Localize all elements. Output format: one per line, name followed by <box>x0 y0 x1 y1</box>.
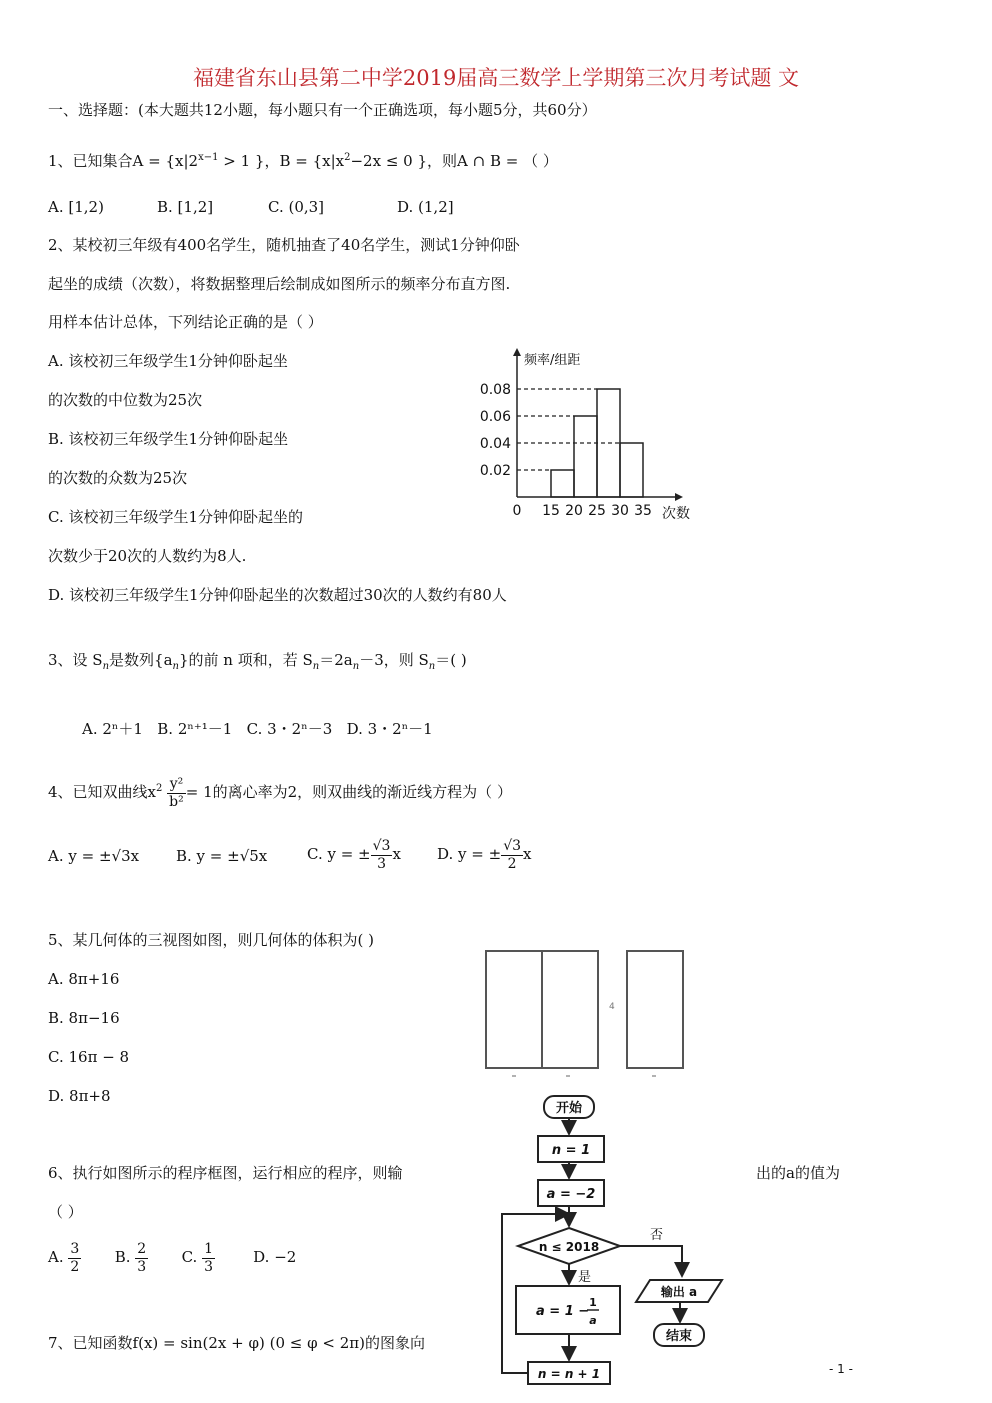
q5-option-d: D. 8π+8 <box>48 1087 111 1105</box>
page-number: - 1 - <box>829 1362 853 1376</box>
q4-option-b: B. y = ±√5x <box>176 847 268 865</box>
q6-option-c-den: 3 <box>204 1258 214 1275</box>
q1-set-a-exp: x−1 <box>198 152 219 163</box>
q1-set-a-end: > 1 } <box>218 152 265 170</box>
q3-text-2: 是数列{a <box>109 651 173 669</box>
histogram-x-tick-label: 20 <box>565 503 583 519</box>
flow-yes-label: 是 <box>578 1270 592 1285</box>
q2-option-c-line-1: C. 该校初三年级学生1分钟仰卧起坐的 <box>48 508 304 526</box>
q1-option-c: C. (0,3] <box>268 198 325 216</box>
histogram-y-tick-label: 0.08 <box>479 382 511 398</box>
side-view-rect <box>627 951 683 1068</box>
flow-incr-label: n = n + 1 <box>537 1367 601 1381</box>
q6-option-c-frac <box>202 1241 215 1276</box>
q3-text-3: }的前 n 项和，若 S <box>179 651 313 669</box>
q4-option-a: A. y = ±√3x <box>48 847 140 865</box>
histogram-ticks <box>480 382 652 519</box>
histogram-x-tick-label: 30 <box>611 503 629 519</box>
q4-option-c-frac <box>371 838 393 873</box>
document-title: 福建省东山县第二中学2019届高三数学上学期第三次月考试题 文 <box>192 66 800 90</box>
histogram-y-arrow <box>513 348 521 356</box>
histogram-x-arrow <box>675 493 683 501</box>
histogram-x-tick-label: 0 <box>512 503 522 519</box>
q3-sub-2: n <box>172 661 179 672</box>
q4-option-d-label: D. y = ± <box>437 845 502 863</box>
flow-assign-num: 1 <box>589 1296 597 1309</box>
q5-option-c: C. 16π − 8 <box>48 1048 130 1066</box>
q3-text-4: ＝2a <box>319 651 353 669</box>
q6-options <box>48 1234 296 1280</box>
histogram-y-tick-label: 0.04 <box>479 436 511 452</box>
q3-options <box>82 719 433 739</box>
question-5: 5、某几何体的三视图如图，则几何体的体积为( ) <box>48 931 375 949</box>
histogram-y-label: 频率/组距 <box>524 353 581 368</box>
q3-option-a: A. 2ⁿ＋1 <box>82 720 143 738</box>
q2-line-3: 用样本估计总体，下列结论正确的是（ ） <box>48 313 323 331</box>
q6-option-a-label: A. <box>48 1248 64 1266</box>
question-4 <box>48 766 512 815</box>
q4-option-d-x: x <box>523 845 532 863</box>
q1-option-d: D. (1,2] <box>397 198 454 216</box>
q6-option-c-label: C. <box>181 1248 198 1266</box>
flow-init-a-label: a = −2 <box>546 1187 596 1202</box>
q4-x-exp: 2 <box>156 783 163 794</box>
q4-option-d-num: √3 <box>503 837 522 854</box>
histogram-x-label: 次数 <box>662 506 690 522</box>
three-view-figure <box>480 945 695 1080</box>
histogram-bar <box>551 470 574 497</box>
q4-option-c <box>307 830 401 878</box>
flow-arrow-no <box>620 1246 682 1276</box>
q4-option-d-den: 2 <box>507 855 517 872</box>
q6-option-b-label: B. <box>114 1248 131 1266</box>
q1-set-b-exp: 2 <box>344 152 351 163</box>
histogram-axes <box>513 348 683 501</box>
q1-option-b: B. [1,2] <box>157 198 214 216</box>
q4-frac-den: b² <box>169 793 184 810</box>
q5-option-b: B. 8π−16 <box>48 1009 120 1027</box>
q6-option-d: D. −2 <box>253 1248 297 1266</box>
section-heading: 一、选择题：(本大题共12小题，每小题只有一个正确选项，每小题5分，共60分） <box>48 101 597 119</box>
q3-option-c: C. 3・2ⁿ－3 <box>246 720 333 738</box>
q2-option-a-line-2: 的次数的中位数为25次 <box>48 391 203 409</box>
flow-end-label: 结束 <box>665 1329 693 1344</box>
flow-loop-back <box>502 1214 569 1373</box>
histogram-x-tick-label: 25 <box>588 503 606 519</box>
q4-fraction <box>167 776 186 811</box>
question-3 <box>48 650 467 677</box>
q1-set-b: ，B = {x|x <box>264 152 345 170</box>
q1-tail: ，则A ∩ B = （ ） <box>427 152 558 170</box>
q6-text-right: 出的a的值为 <box>756 1164 840 1182</box>
q2-line-2: 起坐的成绩（次数），将数据整理后绘制成如图所示的频率分布直方图. <box>48 275 511 293</box>
q3-sub-3: n <box>312 661 320 672</box>
q4-option-d <box>437 830 531 878</box>
flow-init-n-label: n = 1 <box>551 1143 591 1158</box>
q4-mid: = 1的离心率为2，则双曲线的渐近线方程为（ ） <box>185 783 512 801</box>
q3-option-d: D. 3・2ⁿ－1 <box>346 720 433 738</box>
program-flowchart <box>490 1090 735 1390</box>
flow-no-label: 否 <box>650 1228 664 1243</box>
q5-option-a: A. 8π+16 <box>48 970 120 988</box>
q1-set-b-end: −2x ≤ 0 } <box>350 152 428 170</box>
q2-option-c-line-2: 次数少于20次的人数约为8人. <box>48 547 247 565</box>
flow-start-label: 开始 <box>555 1101 583 1116</box>
q6-option-b-den: 3 <box>137 1258 147 1275</box>
q2-line-1: 2、某校初三年级有400名学生，随机抽查了40名学生，测试1分钟仰卧 <box>48 236 520 254</box>
question-1 <box>48 148 558 171</box>
q2-option-d: D. 该校初三年级学生1分钟仰卧起坐的次数超过30次的人数约有80人 <box>48 586 507 604</box>
dimension-marker: 4 <box>609 1002 615 1012</box>
flow-assign-label: a = 1 − <box>536 1304 590 1319</box>
q1-set-a: A = {x|2 <box>132 152 199 170</box>
q3-text-6: ＝( ) <box>435 651 467 669</box>
q2-option-b-line-2: 的次数的众数为25次 <box>48 469 188 487</box>
histogram-y-tick-label: 0.06 <box>479 409 511 425</box>
q6-paren: （ ） <box>48 1203 83 1221</box>
flow-condition-label: n ≤ 2018 <box>538 1240 600 1254</box>
q6-option-b-num: 2 <box>137 1240 147 1257</box>
q6-option-b-frac <box>135 1241 148 1276</box>
q6-text-left: 6、执行如图所示的程序框图，运行相应的程序，则输 <box>48 1164 403 1182</box>
question-7: 7、已知函数f(x) = sin(2x + φ) (0 ≤ φ < 2π)的图象向 <box>48 1334 425 1352</box>
histogram-x-tick-label: 35 <box>634 503 652 519</box>
q6-option-c-num: 1 <box>204 1240 214 1257</box>
q3-sub-5: n <box>428 661 436 672</box>
histogram-x-tick-label: 15 <box>542 503 560 519</box>
q2-option-b-line-1: B. 该校初三年级学生1分钟仰卧起坐 <box>48 430 289 448</box>
q3-sub-4: n <box>352 661 360 672</box>
flow-output-label: 输出 a <box>660 1285 698 1299</box>
q4-option-c-num: √3 <box>372 837 391 854</box>
q1-option-a: A. [1,2) <box>48 198 104 216</box>
q6-option-a-den: 2 <box>70 1258 80 1275</box>
histogram-y-tick-label: 0.02 <box>479 463 511 479</box>
q3-text-1: 3、设 S <box>48 651 103 669</box>
histogram-bar <box>574 416 597 497</box>
frequency-histogram <box>460 340 710 530</box>
flow-assign-den: a <box>589 1314 597 1327</box>
histogram-bar <box>620 443 643 497</box>
q3-sub-1: n <box>102 661 110 672</box>
histogram-bars <box>517 389 643 497</box>
q1-prefix: 1、已知集合 <box>48 152 133 170</box>
q4-option-c-x: x <box>392 845 401 863</box>
q2-option-a-line-1: A. 该校初三年级学生1分钟仰卧起坐 <box>48 352 288 370</box>
q6-option-a-num: 3 <box>70 1240 80 1257</box>
q4-frac-num: y² <box>167 776 186 794</box>
q4-option-c-label: C. y = ± <box>307 845 371 863</box>
q4-option-c-den: 3 <box>377 855 387 872</box>
q3-option-b: B. 2ⁿ⁺¹－1 <box>157 720 233 738</box>
q3-text-5: －3，则 S <box>359 651 429 669</box>
q6-option-a-frac <box>68 1241 81 1276</box>
q4-option-d-frac <box>501 838 523 873</box>
q4-prefix: 4、已知双曲线x <box>48 783 157 801</box>
